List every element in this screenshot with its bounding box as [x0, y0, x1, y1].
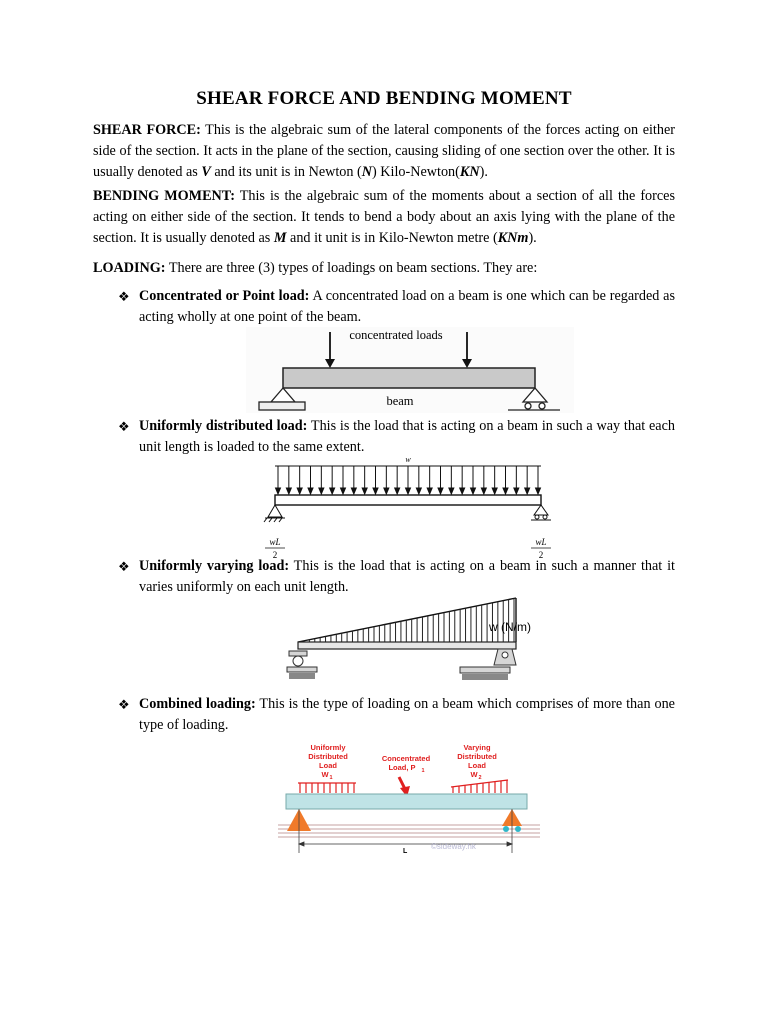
item-text: A concentrated load on a beam is one which can be regarded as acting wholly at one point of the beam.	[139, 288, 676, 325]
udl-arrow-head	[395, 488, 400, 494]
item-label: Uniformly distributed load:	[139, 418, 308, 434]
beam	[298, 642, 516, 649]
udl-symbol: w	[405, 455, 411, 464]
uniformly-varying-load-figure	[284, 595, 544, 687]
bending-moment-text-2: and it unit is in Kilo-Newton metre (	[286, 230, 498, 246]
item-label: Uniformly varying load:	[139, 558, 290, 574]
udl-arrow-head	[276, 488, 281, 494]
roller-support-icon	[287, 651, 317, 679]
vdl-label-line-4: W	[470, 770, 478, 779]
left-reaction-numerator: wL	[269, 537, 281, 547]
udl-arrow-head	[416, 488, 421, 494]
udl-arrow-head	[384, 488, 389, 494]
udl-label-line-4: W	[321, 770, 329, 779]
concentrated-load-figure	[246, 327, 574, 413]
udl-label-line-2: Distributed	[308, 752, 348, 761]
udl-arrow-head	[492, 488, 497, 494]
udl-arrow-head	[319, 488, 324, 494]
vdl-label-line-2: Distributed	[457, 752, 497, 761]
bending-moment-text-1: This is the algebraic sum of the moments about a section of all the forces acting on either side of the section. It tends to bend a body about an axis lying with the plane of the section. It is usually denoted as	[93, 188, 675, 246]
bullet-icon: ❖	[118, 697, 130, 712]
udl-arrow-head	[503, 488, 508, 494]
item-label: Combined loading:	[139, 696, 256, 712]
beam	[283, 368, 535, 388]
udl-arrows	[276, 466, 541, 494]
list-item	[139, 556, 675, 598]
udl-arrow-head	[449, 488, 454, 494]
shear-force-text-3: ) Kilo-Newton(	[372, 164, 460, 180]
udl-arrow-head	[362, 488, 367, 494]
udl-arrow-head	[297, 488, 302, 494]
roller-support-icon	[531, 505, 551, 520]
bending-moment-text-3: ).	[528, 230, 537, 246]
bending-moment-label: BENDING MOMENT:	[93, 188, 235, 204]
udl-arrow-head	[536, 488, 541, 494]
udl-arrow-head	[427, 488, 432, 494]
shear-force-text-2: and its unit is in Newton (	[210, 164, 362, 180]
item-text: This is the load that is acting on a beam in such a manner that it varies uniformly on each unit length.	[139, 558, 675, 595]
udl-arrow-head	[438, 488, 443, 494]
uniformly-distributed-load-figure	[258, 455, 554, 561]
watermark: ©sideway.hk	[431, 842, 476, 851]
bending-moment-symbol: M	[273, 230, 287, 246]
item-label: Concentrated or Point load:	[139, 288, 310, 304]
udl-arrow-head	[286, 488, 291, 494]
combined-loading-figure	[268, 741, 550, 857]
point-label-line-2: Load, P	[388, 763, 416, 772]
shear-force-text-4: ).	[479, 164, 488, 180]
pin-support-icon	[264, 505, 285, 522]
udl-arrow-head	[460, 488, 465, 494]
loading-paragraph	[93, 258, 675, 279]
item-text: This is the type of loading on a beam which comprises of more than one type of loading.	[139, 696, 675, 733]
page-title: SHEAR FORCE AND BENDING MOMENT	[196, 88, 572, 109]
bullet-icon: ❖	[118, 289, 130, 304]
udl-arrow-head	[351, 488, 356, 494]
bending-moment-paragraph	[93, 186, 675, 249]
list-item	[139, 694, 675, 736]
length-label: L	[403, 848, 408, 855]
vdl-subscript: 2	[478, 775, 482, 781]
right-reaction-denominator: 2	[538, 550, 544, 560]
udl-label-line-1: Uniformly	[310, 743, 346, 752]
list-item	[139, 416, 675, 458]
shear-force-unit-2: KN	[459, 164, 480, 180]
udl-arrow-head	[481, 488, 486, 494]
vdl-label-line-1: Varying	[463, 743, 491, 752]
udl-arrow-head	[373, 488, 378, 494]
shear-force-paragraph	[93, 120, 675, 183]
right-reaction-numerator: wL	[535, 537, 547, 547]
udl-arrow-head	[471, 488, 476, 494]
udl-subscript: 1	[329, 775, 333, 781]
uvl-load-label: w (N/m)	[489, 620, 531, 634]
beam-label: beam	[386, 394, 414, 408]
bullet-icon: ❖	[118, 559, 130, 574]
shear-force-label: SHEAR FORCE:	[93, 122, 201, 138]
list-item	[139, 286, 675, 328]
point-label-line-1: Concentrated	[381, 754, 431, 763]
loading-text: There are three (3) types of loadings on beam sections. They are:	[165, 260, 538, 276]
bending-moment-unit: KNm	[497, 230, 529, 246]
udl-label-line-3: Load	[319, 761, 337, 770]
point-subscript: 1	[421, 768, 425, 774]
concentrated-loads-label: concentrated loads	[349, 328, 443, 342]
left-reaction-denominator: 2	[272, 550, 278, 560]
udl-arrow-head	[525, 488, 530, 494]
udl-arrow-head	[330, 488, 335, 494]
pin-support-icon	[460, 649, 516, 680]
bullet-icon: ❖	[118, 419, 130, 434]
udl-arrow-head	[308, 488, 313, 494]
udl-arrow-head	[514, 488, 519, 494]
shear-force-symbol: V	[201, 164, 211, 180]
shear-force-text-1: This is the algebraic sum of the lateral components of the forces acting on either side of the section. It acts in the plane of the section, causing sliding of one section over the other. It is usually denoted as	[93, 122, 675, 180]
item-text: This is the load that is acting on a beam in such a way that each unit length is loaded to the same extent.	[139, 418, 675, 455]
beam	[275, 495, 541, 505]
udl-arrow-head	[341, 488, 346, 494]
udl-arrow-head	[406, 488, 411, 494]
shear-force-unit-1: N	[361, 164, 373, 180]
beam	[286, 794, 527, 809]
loading-label: LOADING:	[93, 260, 166, 276]
vdl-label-line-3: Load	[468, 761, 486, 770]
